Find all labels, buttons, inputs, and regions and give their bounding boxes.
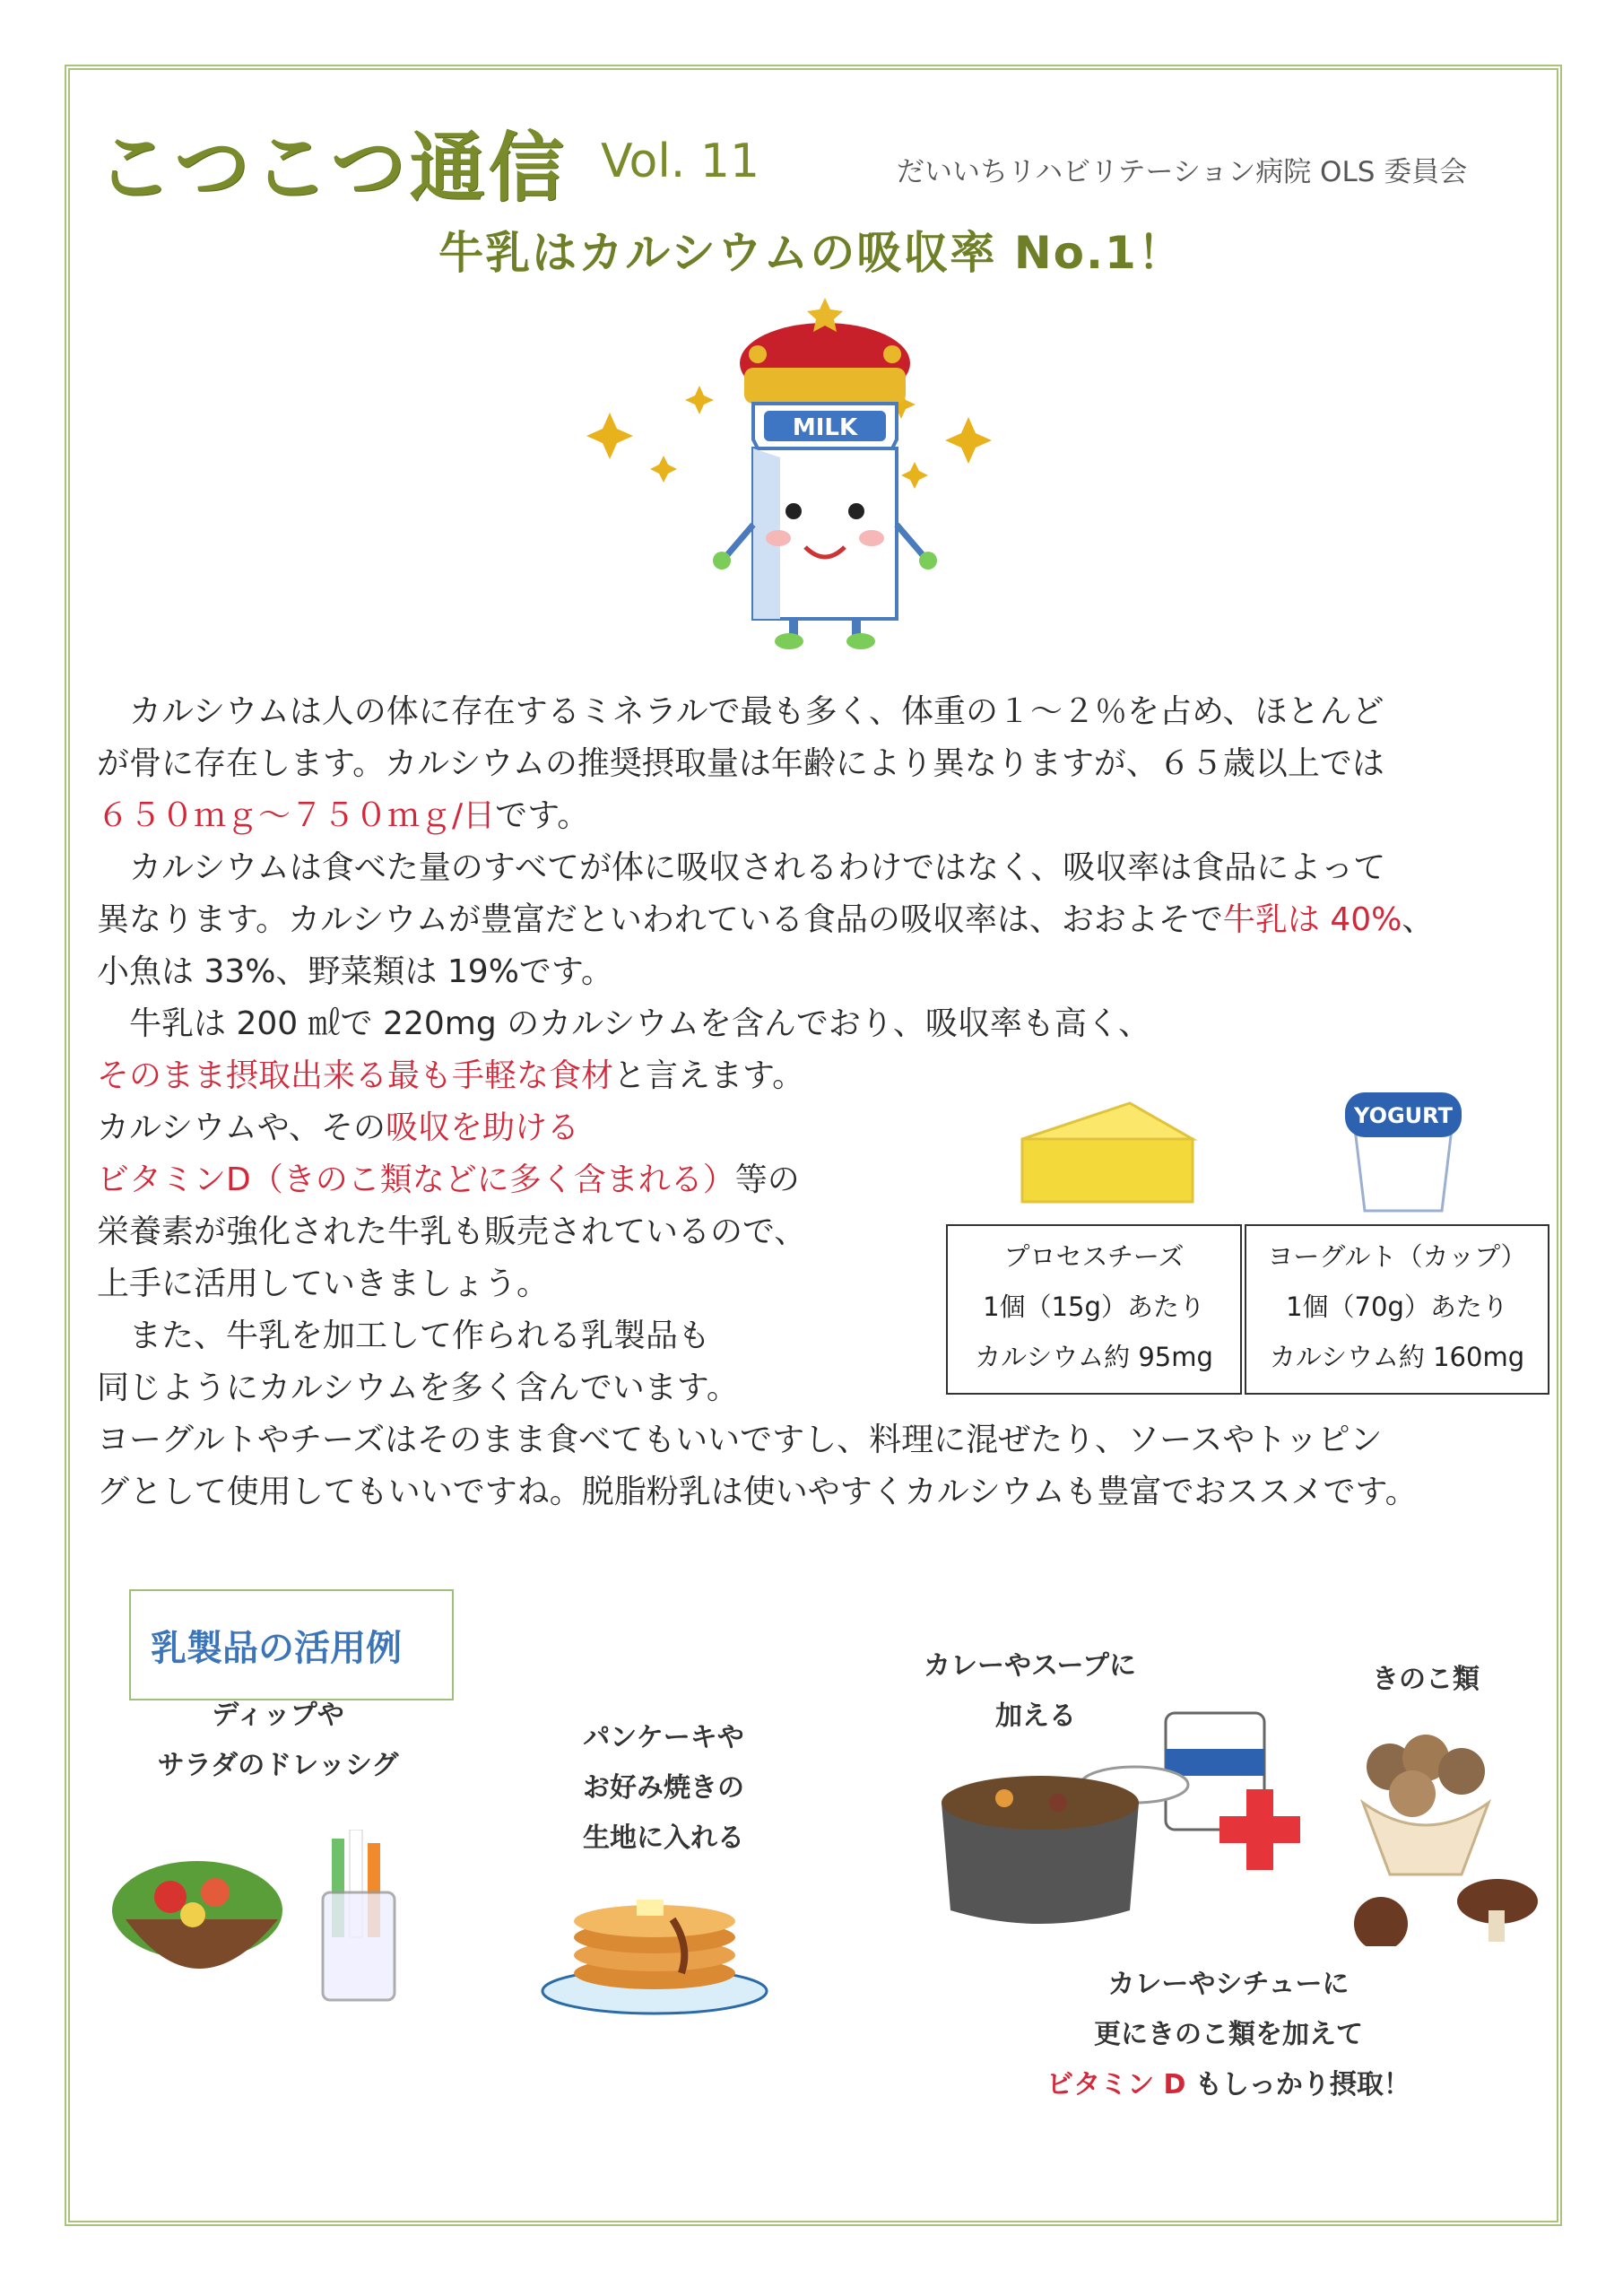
body-text: と言えます。 (613, 1057, 805, 1094)
mushroom-caption: きのこ類 (1372, 1664, 1480, 1695)
body-line: が骨に存在します。カルシウムの推奨摂取量は年齢により異なりますが、６５歳以上では (97, 745, 1384, 782)
body-line: また、牛乳を加工して作られる乳製品も (97, 1318, 711, 1354)
headline: 牛乳はカルシウムの吸収率 No.1！ (438, 227, 1185, 279)
body-line: ヨーグルトやチーズはそのまま食べてもいいですし、料理に混ぜたり、ソースやトッピン (97, 1422, 1383, 1458)
milk-mascot-illustration (574, 296, 1076, 655)
body-text: 、 (1402, 901, 1435, 938)
caption-line (1040, 2060, 1417, 2110)
body-line: 牛乳は 200 ㎖で 220mg のカルシウムを含んでおり、吸収率も高く、 (97, 1005, 1151, 1042)
yogurt-calcium-box (1245, 1224, 1549, 1395)
body-text: 等の (734, 1161, 800, 1198)
caption-line: カレーやスープに (924, 1650, 1136, 1682)
caption-line: お好み焼きの (583, 1772, 744, 1804)
volume-number: Vol. 11 (601, 135, 760, 188)
newsletter-title: こつこつ通信 (97, 124, 568, 212)
caption-line: 加える (995, 1700, 1076, 1732)
pancake-caption (529, 1713, 798, 1864)
body-text: カルシウムや、その (97, 1109, 386, 1146)
body-line: カルシウムは食べた量のすべてが体に吸収されるわけではなく、吸収率は食品によって (97, 849, 1386, 886)
body-line (97, 1050, 1532, 1102)
salad-dip-icon (108, 1830, 439, 2009)
body-line (97, 790, 1532, 842)
body-line: 栄養素が強化された牛乳も販売されているので、 (97, 1213, 807, 1250)
pancake-icon (538, 1874, 771, 2018)
yogurt-serving: 1個（70g）あたり (1286, 1292, 1508, 1322)
crown-icon (740, 298, 910, 404)
highlight-text: 吸収を助ける (386, 1109, 580, 1146)
body-line: 同じようにカルシウムを多く含んでいます。 (97, 1370, 739, 1406)
caption-text: もしっかり摂取！ (1185, 2069, 1410, 2100)
cheese-icon (1013, 1085, 1211, 1211)
milk-absorption-rate: 牛乳は 40% (1222, 901, 1402, 938)
dip-caption (135, 1691, 421, 1791)
caption-line: 更にきのこ類を加えて (1094, 2019, 1363, 2050)
recommended-intake: ６５０ｍｇ～７５０ｍｇ/日 (97, 797, 496, 834)
body-line (97, 894, 1532, 946)
yogurt-name: ヨーグルト（カップ） (1267, 1241, 1527, 1272)
body-line: カルシウムは人の体に存在するミネラルで最も多く、体重の１～２％を占め、ほとんど (97, 693, 1384, 730)
yogurt-label: YOGURT (1354, 1103, 1453, 1128)
body-line: グとして使用してもいいですね。脱脂粉乳は使いやすくカルシウムも豊富でおススメです。 (97, 1474, 1418, 1510)
milk-label: MILK (792, 414, 858, 441)
highlight-text: そのまま摂取出来る最も手軽な食材 (97, 1057, 614, 1094)
body-line (97, 1154, 1532, 1206)
caption-line: サラダのドレッシグ (157, 1750, 399, 1781)
caption-line: カレーやシチューに (1107, 1969, 1350, 2000)
cheese-calcium-box (946, 1224, 1242, 1395)
organization-name: だいいちリハビリテーション病院 OLS 委員会 (897, 156, 1468, 188)
caption-line: ディップや (212, 1700, 344, 1731)
body-line (97, 1102, 1532, 1154)
yogurt-cup-icon (1336, 1085, 1471, 1220)
mushrooms-icon (1327, 1731, 1542, 1946)
plus-icon (1215, 1785, 1305, 1874)
body-text: です。 (495, 797, 590, 834)
vitamin-d-tip (1040, 1960, 1417, 2110)
milk-carton-icon (713, 404, 937, 649)
yogurt-calcium: カルシウム約 160mg (1269, 1342, 1525, 1372)
caption-line: 生地に入れる (583, 1822, 744, 1854)
body-line: 小魚は 33%、野菜類は 19%です。 (97, 953, 614, 990)
vitamin-d-highlight: ビタミン D (1046, 2069, 1186, 2100)
cheese-calcium: カルシウム約 95mg (975, 1342, 1213, 1372)
cheese-name: プロセスチーズ (1003, 1241, 1185, 1272)
vitamin-d-text: ビタミンD（きのこ類などに多く含まれる） (97, 1161, 735, 1198)
body-line: 上手に活用していきましょう。 (97, 1265, 550, 1302)
cheese-serving: 1個（15g）あたり (983, 1292, 1205, 1322)
body-text: 異なります。カルシウムが豊富だといわれている食品の吸収率は、おおよそで (97, 901, 1223, 938)
examples-title: 乳製品の活用例 (129, 1589, 454, 1700)
caption-line: パンケーキや (583, 1722, 744, 1753)
